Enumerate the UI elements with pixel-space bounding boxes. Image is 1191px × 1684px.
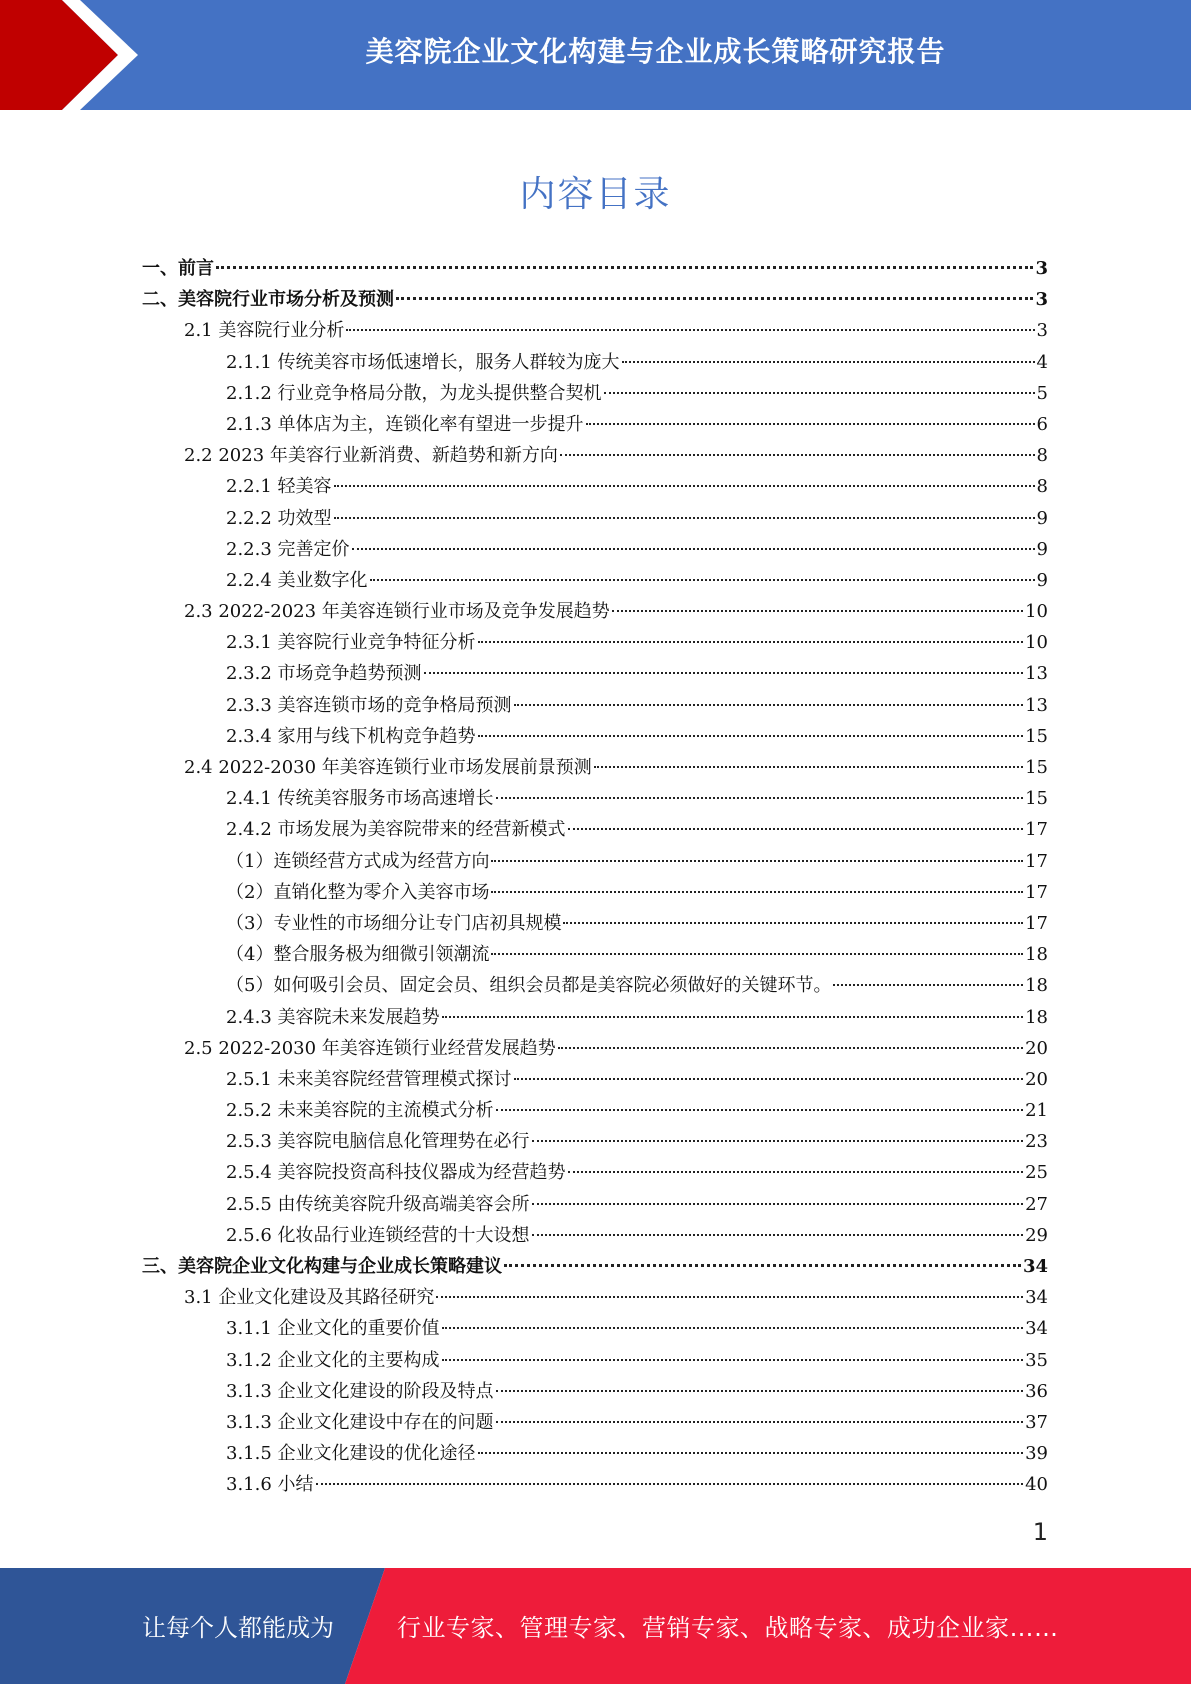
toc-entry-label: 2.5.2 未来美容院的主流模式分析 xyxy=(226,1100,494,1122)
toc-entry-page: 13 xyxy=(1025,694,1048,716)
toc-entry[interactable] xyxy=(226,1189,1048,1220)
toc-dot-leader xyxy=(436,1296,1023,1298)
toc-entry-page: 18 xyxy=(1025,1006,1048,1028)
toc-entry-page: 3 xyxy=(1035,289,1048,311)
toc-dot-leader xyxy=(504,1264,1021,1267)
toc-entry-label: 2.2.3 完善定价 xyxy=(226,538,350,560)
toc-dot-leader xyxy=(346,329,1034,331)
toc-entry-page: 37 xyxy=(1025,1411,1048,1433)
toc-dot-leader xyxy=(568,828,1024,830)
toc-dot-leader xyxy=(442,1327,1024,1329)
toc-entry-label: 3.1.5 企业文化建设的优化途径 xyxy=(226,1443,476,1465)
toc-entry-label: （2）直销化整为零介入美容市场 xyxy=(226,881,490,903)
toc-entry-label: 2.3 2022-2023 年美容连锁行业市场及竞争发展趋势 xyxy=(184,601,610,623)
toc-entry-label: 2.1.1 传统美容市场低速增长，服务人群较为庞大 xyxy=(226,351,620,373)
toc-entry[interactable] xyxy=(226,1220,1048,1251)
toc-dot-leader xyxy=(216,266,1033,269)
toc-dot-leader xyxy=(558,1047,1023,1049)
table-of-contents xyxy=(0,253,1191,1501)
toc-entry-label: 2.2.1 轻美容 xyxy=(226,476,332,498)
toc-entry-label: 2.5.5 由传统美容院升级高端美容会所 xyxy=(226,1193,530,1215)
toc-entry[interactable] xyxy=(226,565,1048,596)
toc-entry-label: 2.5.3 美容院电脑信息化管理势在必行 xyxy=(226,1131,530,1153)
toc-entry[interactable] xyxy=(184,596,1048,627)
toc-entry-page: 3 xyxy=(1036,320,1048,342)
toc-dot-leader xyxy=(496,797,1024,799)
toc-dot-leader xyxy=(496,1109,1024,1111)
toc-entry[interactable] xyxy=(226,939,1048,970)
toc-entry-label: 2.5 2022-2030 年美容连锁行业经营发展趋势 xyxy=(184,1037,556,1059)
toc-entry-label: 3.1.2 企业文化的主要构成 xyxy=(226,1349,440,1371)
toc-entry-label: 2.1.3 单体店为主，连锁化率有望进一步提升 xyxy=(226,413,584,435)
toc-entry-page: 15 xyxy=(1025,725,1048,747)
toc-entry-page: 8 xyxy=(1036,476,1048,498)
toc-entry[interactable] xyxy=(184,1033,1048,1064)
toc-entry-label: （3）专业性的市场细分让专门店初具规模 xyxy=(226,912,562,934)
toc-entry[interactable] xyxy=(226,378,1048,409)
toc-entry-label: 三、美容院企业文化构建与企业成长策略建议 xyxy=(142,1256,502,1277)
toc-dot-leader xyxy=(352,548,1035,550)
toc-entry-page: 27 xyxy=(1025,1193,1048,1215)
toc-entry-page: 40 xyxy=(1025,1474,1048,1496)
toc-entry-label: 2.2.2 功效型 xyxy=(226,507,332,529)
toc-entry-page: 5 xyxy=(1036,382,1048,404)
toc-entry-page: 20 xyxy=(1025,1037,1048,1059)
toc-dot-leader xyxy=(316,1483,1024,1485)
toc-entry-label: 2.1 美容院行业分析 xyxy=(184,320,345,342)
toc-entry-label: （1）连锁经营方式成为经营方向 xyxy=(226,850,490,872)
toc-entry-label: （4）整合服务极为细微引领潮流 xyxy=(226,944,490,966)
toc-entry-page: 36 xyxy=(1025,1380,1048,1402)
toc-dot-leader xyxy=(532,1140,1024,1142)
toc-entry-label: 2.3.3 美容连锁市场的竞争格局预测 xyxy=(226,694,512,716)
toc-entry[interactable] xyxy=(226,627,1048,658)
toc-heading: 内容目录 xyxy=(519,174,672,215)
toc-entry-label: 3.1 企业文化建设及其路径研究 xyxy=(184,1287,435,1309)
toc-entry-label: 一、前言 xyxy=(142,258,214,279)
toc-entry[interactable] xyxy=(226,347,1048,378)
toc-dot-leader xyxy=(478,1452,1024,1454)
toc-entry-page: 17 xyxy=(1025,912,1048,934)
toc-entry[interactable] xyxy=(226,1064,1048,1095)
toc-entry-label: 3.1.3 企业文化建设中存在的问题 xyxy=(226,1411,494,1433)
toc-dot-leader xyxy=(496,1390,1024,1392)
toc-dot-leader xyxy=(514,704,1024,706)
toc-entry-label: 2.1.2 行业竞争格局分散，为龙头提供整合契机 xyxy=(226,382,602,404)
toc-entry-label: 2.4 2022-2030 年美容连锁行业市场发展前景预测 xyxy=(184,757,592,778)
toc-entry-page: 34 xyxy=(1025,1318,1048,1340)
toc-entry[interactable] xyxy=(184,752,1048,783)
toc-dot-leader xyxy=(491,860,1023,862)
toc-entry[interactable] xyxy=(226,690,1048,721)
toc-entry-page: 10 xyxy=(1025,632,1048,654)
toc-entry-page: 15 xyxy=(1025,788,1048,810)
toc-entry-page: 18 xyxy=(1025,975,1048,997)
toc-dot-leader xyxy=(334,485,1035,487)
toc-entry[interactable] xyxy=(226,814,1048,845)
toc-dot-leader xyxy=(496,1421,1024,1423)
toc-dot-leader xyxy=(833,984,1023,986)
toc-entry-label: （5）如何吸引会员、固定会员、组织会员都是美容院必须做好的关键环节。 xyxy=(226,975,832,997)
toc-entry[interactable] xyxy=(226,783,1048,814)
toc-entry-label: 3.1.6 小结 xyxy=(226,1474,314,1496)
toc-entry[interactable] xyxy=(226,1157,1048,1188)
toc-entry-page: 39 xyxy=(1025,1443,1048,1465)
toc-dot-leader xyxy=(622,361,1035,363)
toc-entry[interactable] xyxy=(142,253,1048,284)
toc-entry[interactable] xyxy=(226,1438,1048,1469)
toc-entry[interactable] xyxy=(226,877,1048,908)
toc-entry-page: 8 xyxy=(1036,445,1048,467)
toc-entry[interactable] xyxy=(226,534,1048,565)
toc-entry[interactable] xyxy=(226,1095,1048,1126)
report-title: 美容院企业文化构建与企业成长策略研究报告 xyxy=(365,35,946,68)
toc-entry-page: 18 xyxy=(1025,944,1048,966)
toc-entry-label: 2.3.1 美容院行业竞争特征分析 xyxy=(226,632,476,654)
toc-entry[interactable] xyxy=(226,409,1048,440)
toc-entry[interactable] xyxy=(184,315,1048,346)
toc-entry-page: 4 xyxy=(1036,351,1048,373)
toc-dot-leader xyxy=(442,1016,1024,1018)
toc-entry-page: 21 xyxy=(1025,1100,1048,1122)
toc-entry-label: 2.3.4 家用与线下机构竞争趋势 xyxy=(226,725,476,747)
header-banner xyxy=(0,0,1191,110)
toc-dot-leader xyxy=(532,1203,1024,1205)
toc-entry-label: 2.3.2 市场竞争趋势预测 xyxy=(226,663,422,685)
toc-entry[interactable] xyxy=(226,503,1048,534)
header-arrow-decoration xyxy=(0,0,160,110)
toc-dot-leader xyxy=(491,891,1023,893)
toc-entry-label: 2.4.2 市场发展为美容院带来的经营新模式 xyxy=(226,819,566,841)
toc-entry-page: 23 xyxy=(1025,1131,1048,1153)
toc-entry[interactable] xyxy=(226,1313,1048,1344)
toc-entry-label: 2.2 2023 年美容行业新消费、新趋势和新方向 xyxy=(184,445,558,467)
toc-entry-label: 3.1.1 企业文化的重要价值 xyxy=(226,1318,440,1340)
toc-entry-page: 35 xyxy=(1025,1349,1048,1371)
toc-entry[interactable] xyxy=(226,721,1048,752)
toc-entry-page: 10 xyxy=(1025,601,1048,623)
toc-entry-page: 25 xyxy=(1025,1162,1048,1184)
toc-entry-page: 15 xyxy=(1025,757,1048,778)
toc-dot-leader xyxy=(370,579,1035,581)
toc-entry[interactable] xyxy=(226,1126,1048,1157)
toc-entry-page: 9 xyxy=(1036,507,1048,529)
toc-entry[interactable] xyxy=(184,1282,1048,1313)
toc-entry[interactable] xyxy=(226,1376,1048,1407)
toc-dot-leader xyxy=(594,766,1023,768)
toc-entry-page: 3 xyxy=(1035,258,1048,279)
toc-entry[interactable] xyxy=(142,1251,1048,1282)
toc-entry-page: 34 xyxy=(1025,1287,1048,1309)
toc-entry-page: 34 xyxy=(1022,1256,1048,1277)
toc-entry[interactable] xyxy=(226,471,1048,502)
toc-dot-leader xyxy=(532,1234,1024,1236)
footer-slogan-left: 让每个人都能成为 xyxy=(142,1614,334,1642)
toc-entry-label: 2.5.1 未来美容院经营管理模式探讨 xyxy=(226,1068,512,1090)
toc-entry-label: 2.4.3 美容院未来发展趋势 xyxy=(226,1006,440,1028)
toc-dot-leader xyxy=(478,735,1024,737)
toc-entry-page: 17 xyxy=(1025,850,1048,872)
toc-entry-page: 17 xyxy=(1025,819,1048,841)
toc-entry-page: 17 xyxy=(1025,881,1048,903)
toc-entry-page: 6 xyxy=(1036,413,1048,435)
toc-dot-leader xyxy=(334,517,1035,519)
page-number: 1 xyxy=(1032,1518,1048,1546)
toc-dot-leader xyxy=(396,297,1033,300)
footer-banner xyxy=(0,1568,1191,1684)
toc-dot-leader xyxy=(491,953,1023,955)
toc-dot-leader xyxy=(478,641,1024,643)
toc-entry-label: 3.1.3 企业文化建设的阶段及特点 xyxy=(226,1380,494,1402)
toc-dot-leader xyxy=(612,610,1023,612)
toc-entry[interactable] xyxy=(226,970,1048,1001)
toc-dot-leader xyxy=(442,1359,1024,1361)
toc-entry-page: 20 xyxy=(1025,1068,1048,1090)
toc-dot-leader xyxy=(604,392,1035,394)
toc-entry-page: 9 xyxy=(1036,569,1048,591)
toc-entry[interactable] xyxy=(226,908,1048,939)
toc-entry-label: 2.4.1 传统美容服务市场高速增长 xyxy=(226,788,494,810)
toc-entry[interactable] xyxy=(226,1345,1048,1376)
toc-entry-label: 2.5.6 化妆品行业连锁经营的十大设想 xyxy=(226,1224,530,1246)
toc-entry[interactable] xyxy=(226,1002,1048,1033)
toc-dot-leader xyxy=(560,454,1035,456)
toc-dot-leader xyxy=(514,1078,1024,1080)
toc-entry[interactable] xyxy=(142,284,1048,315)
footer-slogan-right: 行业专家、管理专家、营销专家、战略专家、成功企业家…… xyxy=(397,1614,1059,1642)
toc-entry[interactable] xyxy=(226,1469,1048,1500)
toc-entry-label: 2.5.4 美容院投资高科技仪器成为经营趋势 xyxy=(226,1162,566,1184)
toc-entry[interactable] xyxy=(226,846,1048,877)
toc-entry-page: 9 xyxy=(1036,538,1048,560)
toc-dot-leader xyxy=(568,1171,1024,1173)
toc-entry-page: 13 xyxy=(1025,663,1048,685)
toc-dot-leader xyxy=(424,672,1024,674)
toc-entry-page: 29 xyxy=(1025,1224,1048,1246)
toc-entry[interactable] xyxy=(226,658,1048,689)
toc-dot-leader xyxy=(586,423,1035,425)
toc-entry[interactable] xyxy=(226,1407,1048,1438)
toc-dot-leader xyxy=(563,922,1023,924)
toc-entry-label: 二、美容院行业市场分析及预测 xyxy=(142,289,394,311)
toc-entry-label: 2.2.4 美业数字化 xyxy=(226,569,368,591)
toc-entry[interactable] xyxy=(184,440,1048,471)
